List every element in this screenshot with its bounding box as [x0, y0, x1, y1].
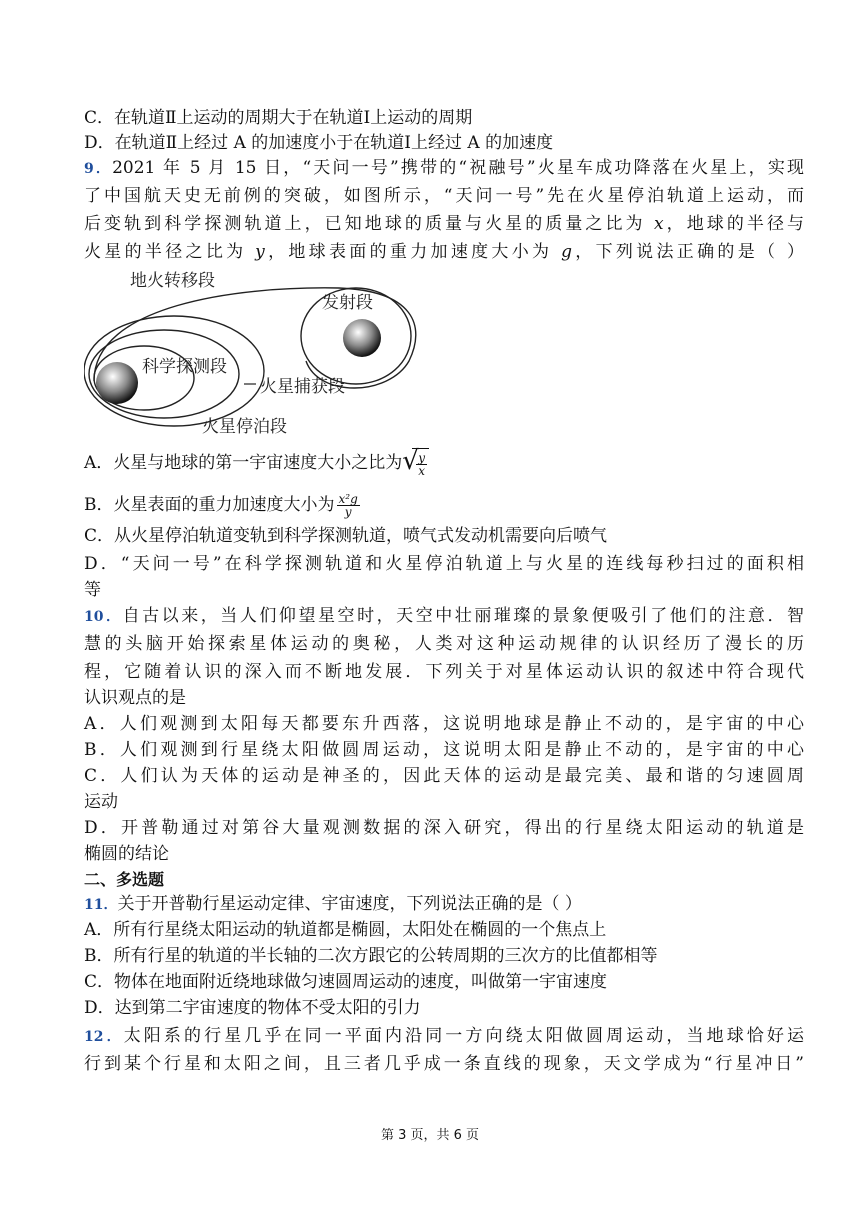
q11-option-c: C．物体在地面附近绕地球做匀速圆周运动的速度，叫做第一宇宙速度: [84, 972, 608, 992]
sqrt-y-over-x: √ $\frac{y}{x}$: [402, 448, 429, 479]
q12-stem-line-1: [84, 1024, 804, 1049]
q9-stem-3a: 后变轨到科学探测轨道上，已知地球的质量与火星的质量之比为: [84, 214, 655, 234]
q12-stem-text-1: 太阳系的行星几乎在同一平面内沿同一方向绕太阳做圆周运动，当地球恰好运: [123, 1026, 805, 1046]
q10-stem-text-1: 自古以来，当人们仰望星空时，天空中壮丽璀璨的景象便吸引了他们的注意．智: [122, 606, 805, 626]
q9-stem-4a: 火星的半径之比为: [84, 242, 256, 262]
q9-stem-line-3: [84, 212, 804, 236]
q9-option-c: C．从火星停泊轨道变轨到科学探测轨道，喷气式发动机需要向后喷气: [84, 526, 608, 546]
q12-number: 12．: [84, 1029, 124, 1045]
earth-icon: [343, 319, 381, 357]
q10-stem-line-2: 慧的头脑开始探索星体运动的奥秘，人类对这种运动规律的认识经历了漫长的历: [84, 634, 804, 654]
q9-number: 9．: [84, 161, 113, 177]
q9-stem-4c: ，下列说法正确的是（ ）: [571, 242, 805, 262]
q10-option-d-line-1: D．开普勒通过对第谷大量观测数据的深入研究，得出的行星绕太阳运动的轨道是: [84, 818, 804, 838]
mars-icon: [96, 362, 138, 404]
q12-stem-line-2: 行到某个行星和太阳之间，且三者几乎成一条直线的现象，天文学成为“行星冲日”: [84, 1054, 804, 1074]
q8-option-c: C．在轨道Ⅱ上运动的周期大于在轨道Ⅰ上运动的周期: [84, 108, 473, 128]
q9-stem-line-1: [84, 156, 804, 181]
q10-option-c-line-1: C．人们认为天体的运动是神圣的，因此天体的运动是最完美、最和谐的匀速圆周: [84, 766, 804, 786]
q10-stem-line-4: 认识观点的是: [84, 688, 186, 708]
var-y: y: [255, 242, 265, 262]
q9-stem-line-4: [84, 240, 804, 264]
var-x: x: [654, 214, 664, 234]
q9-option-d-line-1: D．“天问一号”在科学探测轨道和火星停泊轨道上与火星的连线每秒扫过的面积相: [84, 554, 804, 574]
label-parking: 火星停泊段: [202, 417, 287, 437]
q9-option-b: [84, 490, 804, 520]
q11-number: 11．: [84, 897, 118, 913]
orbit-diagram-svg: [84, 266, 434, 436]
q9-stem-text-1: 2021 年 5 月 15 日，“天问一号”携带的“祝融号”火星车成功降落在火星上，实现: [112, 158, 804, 178]
q8-option-d: D．在轨道Ⅱ上经过 A 的加速度小于在轨道Ⅰ上经过 A 的加速度: [84, 133, 554, 153]
q10-option-a: A．人们观测到太阳每天都要东升西落，这说明地球是静止不动的，是宇宙的中心: [84, 714, 804, 734]
label-transfer: 地火转移段: [130, 271, 215, 291]
q9-stem-3b: ，地球的半径与: [663, 214, 804, 234]
q11-option-b: B．所有行星的轨道的半长轴的二次方跟它的公转周期的三次方的比值都相等: [84, 946, 658, 966]
q9-option-a-text: A．火星与地球的第一宇宙速度大小之比为: [84, 453, 403, 473]
q9-option-d-line-2: 等: [84, 580, 101, 600]
frac-a-den: x: [418, 464, 426, 478]
q9-stem-line-2: 了中国航天史无前例的突破，如图所示，“天问一号”先在火星停泊轨道上运动，而: [84, 186, 804, 206]
q11-option-a: A．所有行星绕太阳运动的轨道都是椭圆，太阳处在椭圆的一个焦点上: [84, 920, 607, 940]
q10-number: 10．: [84, 609, 123, 625]
page-footer: 第 3 页，共 6 页: [380, 1128, 480, 1143]
q10-option-c-line-2: 运动: [84, 792, 118, 812]
frac-b-den: y: [344, 505, 352, 519]
q10-option-d-line-2: 椭圆的结论: [84, 844, 169, 864]
q10-stem-line-1: [84, 604, 804, 629]
label-launch: 发射段: [322, 293, 373, 313]
var-g: g: [561, 242, 572, 262]
q10-stem-line-3: 程，它随着认识的深入而不断地发展．下列关于对星体运动认识的叙述中符合现代: [84, 662, 804, 682]
section-title: 二、多选题: [84, 870, 165, 889]
q11-option-d: D．达到第二宇宙速度的物体不受太阳的引力: [84, 998, 421, 1018]
q9-stem-4b: ，地球表面的重力加速度大小为: [264, 242, 562, 262]
frac-b-num: x²g: [338, 492, 358, 506]
q11-stem: [84, 892, 804, 917]
label-science: 科学探测段: [142, 357, 227, 377]
label-capture: 火星捕获段: [260, 377, 345, 397]
frac-a-num: y: [418, 451, 426, 465]
q9-option-a: [84, 448, 804, 479]
q9-option-b-text: B．火星表面的重力加速度大小为: [84, 495, 335, 515]
q10-option-b: B．人们观测到行星绕太阳做圆周运动，这说明太阳是静止不动的，是宇宙的中心: [84, 740, 804, 760]
orbit-diagram: [84, 266, 434, 436]
q11-stem-text: 关于开普勒行星运动定律、宇宙速度，下列说法正确的是（ ）: [117, 894, 582, 914]
frac-x2g-over-y: [337, 493, 360, 518]
